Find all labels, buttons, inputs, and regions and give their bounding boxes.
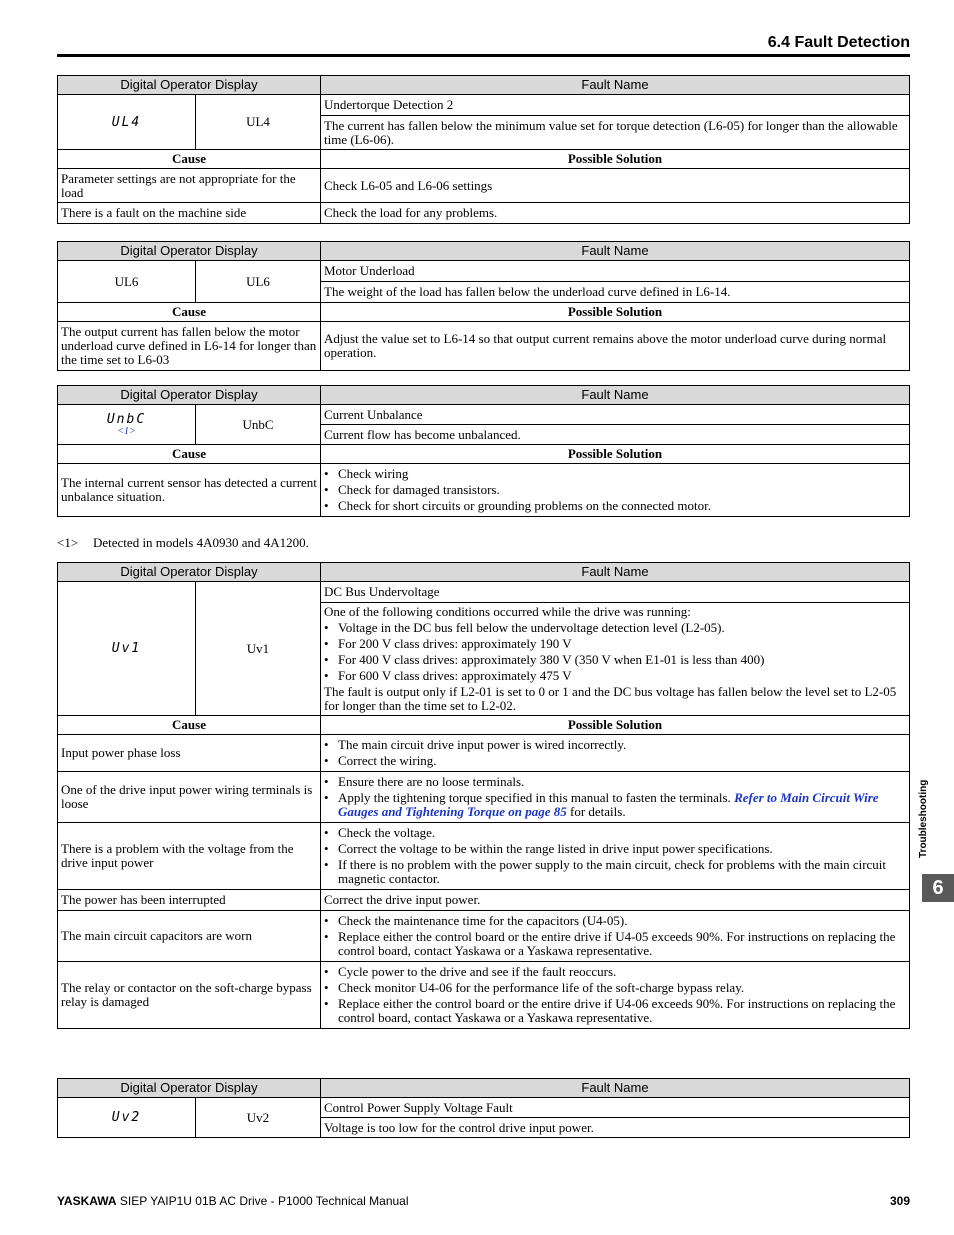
solution-list xyxy=(324,775,906,819)
list-item: • Check the maintenance time for the capacitors (U4-05). xyxy=(324,914,906,928)
fault-name-header: Fault Name xyxy=(321,386,910,405)
fault-name-header: Fault Name xyxy=(321,242,910,261)
solution-cell: Correct the drive input power. xyxy=(321,890,910,911)
footer-doc xyxy=(57,1194,409,1208)
fault-name-header: Fault Name xyxy=(321,76,910,95)
cause-cell: The power has been interrupted xyxy=(58,890,321,911)
seven-segment-display: UL4 xyxy=(111,114,142,130)
solution-text: Apply the tightening torque specified in this manual to fasten the terminals. xyxy=(338,790,731,805)
list-item: • Replace either the control board or the entire drive if U4-06 exceeds 90%. For instructions on replacing the control board, contact Yaskawa or a Yaskawa representative. xyxy=(324,997,906,1025)
solution-header: Possible Solution xyxy=(321,445,910,464)
cause-cell: There is a fault on the machine side xyxy=(58,203,321,224)
page-number: 309 xyxy=(889,1194,910,1208)
cause-header: Cause xyxy=(58,716,321,735)
list-item: • Ensure there are no loose terminals. xyxy=(324,775,906,789)
fault-name: Current Unbalance xyxy=(321,405,910,425)
fault-code: UL6 xyxy=(196,261,321,303)
fault-code: UnbC xyxy=(196,405,321,445)
solution-header: Possible Solution xyxy=(321,716,910,735)
fault-name: Undertorque Detection 2 xyxy=(321,95,910,116)
fault-name-header: Fault Name xyxy=(321,563,910,582)
fault-table-uv2 xyxy=(57,1078,910,1138)
cause-cell: Parameter settings are not appropriate for the load xyxy=(58,169,321,203)
footnote-marker: <1> xyxy=(57,535,79,550)
fault-table-uv1 xyxy=(57,562,910,1029)
seven-segment-display: Uv1 xyxy=(111,641,142,656)
solution-tail: for details. xyxy=(570,804,626,819)
cause-header: Cause xyxy=(58,303,321,322)
solution-list xyxy=(324,965,906,1025)
seven-segment-display: Uv2 xyxy=(111,1110,142,1125)
section-title: 6.4 Fault Detection xyxy=(767,34,910,51)
cause-cell: There is a problem with the voltage from the drive input power xyxy=(58,823,321,890)
page-reference-link[interactable]: Refer to Main Circuit Wire Gauges and Tightening Torque on page 85 xyxy=(338,790,879,819)
list-item: • Check for short circuits or grounding problems on the connected motor. xyxy=(324,499,906,513)
chapter-tab[interactable]: 6 xyxy=(922,874,954,902)
list-item: • For 600 V class drives: approximately 475 V xyxy=(324,669,906,683)
fault-table-ul6 xyxy=(57,241,910,371)
list-item: • Correct the voltage to be within the range listed in drive input power specifications. xyxy=(324,842,906,856)
cause-cell: The main circuit capacitors are worn xyxy=(58,911,321,962)
header-rule xyxy=(57,54,910,57)
fault-name: DC Bus Undervoltage xyxy=(321,582,910,603)
cause-cell: The output current has fallen below the motor underload curve defined in L6-14 for longer than the time set to L6-03 xyxy=(58,322,321,371)
cause-header: Cause xyxy=(58,150,321,169)
solution-list xyxy=(324,738,906,768)
display-header: Digital Operator Display xyxy=(58,386,321,405)
solution-cell: Check the load for any problems. xyxy=(321,203,910,224)
list-item: • Replace either the control board or the entire drive if U4-05 exceeds 90%. For instructions on replacing the control board, contact Yaskawa or a Yaskawa representative. xyxy=(324,930,906,958)
fault-name: Motor Underload xyxy=(321,261,910,282)
display-header: Digital Operator Display xyxy=(58,242,321,261)
fault-description: The current has fallen below the minimum value set for torque detection (L6-05) for longer than the allowable time (L6-06). xyxy=(321,116,910,150)
list-item: • Cycle power to the drive and see if the fault reoccurs. xyxy=(324,965,906,979)
solution-list xyxy=(324,826,906,886)
list-item: • Check monitor U4-06 for the performance life of the soft-charge bypass relay. xyxy=(324,981,906,995)
list-item: • Correct the wiring. xyxy=(324,754,906,768)
list-item: • Check the voltage. xyxy=(324,826,906,840)
display-header: Digital Operator Display xyxy=(58,1079,321,1098)
list-item: • Check for damaged transistors. xyxy=(324,483,906,497)
solution-list xyxy=(324,467,906,513)
solution-cell: Check L6-05 and L6-06 settings xyxy=(321,169,910,203)
solution-header: Possible Solution xyxy=(321,150,910,169)
description-outro: The fault is output only if L2-01 is set to 0 or 1 and the DC bus voltage has fallen below the level set to L2-05 for longer than the time set to L2-02. xyxy=(324,684,897,713)
fault-name: Control Power Supply Voltage Fault xyxy=(321,1098,910,1118)
fault-code: Uv1 xyxy=(196,582,321,716)
list-item: • For 400 V class drives: approximately 380 V (350 V when E1-01 is less than 400) xyxy=(324,653,906,667)
cause-cell: The internal current sensor has detected a current unbalance situation. xyxy=(58,464,321,517)
list-item: • For 200 V class drives: approximately 190 V xyxy=(324,637,906,651)
cause-header: Cause xyxy=(58,445,321,464)
cause-cell: One of the drive input power wiring terminals is loose xyxy=(58,772,321,823)
display-text: UL6 xyxy=(58,261,196,303)
description-intro: One of the following conditions occurred while the drive was running: xyxy=(324,604,691,619)
solution-header: Possible Solution xyxy=(321,303,910,322)
list-item: • Check wiring xyxy=(324,467,906,481)
fault-table-ul4 xyxy=(57,75,910,224)
list-item: • If there is no problem with the power supply to the main circuit, check for problems with the main circuit magnetic contactor. xyxy=(324,858,906,886)
footer-brand: YASKAWA xyxy=(57,1194,117,1208)
solution-list xyxy=(324,914,906,958)
fault-code: UL4 xyxy=(196,95,321,150)
fault-description: Voltage is too low for the control drive input power. xyxy=(321,1118,910,1138)
list-item: • The main circuit drive input power is wired incorrectly. xyxy=(324,738,906,752)
display-header: Digital Operator Display xyxy=(58,563,321,582)
fault-description: The weight of the load has fallen below the underload curve defined in L6-14. xyxy=(321,282,910,303)
fault-code: Uv2 xyxy=(196,1098,321,1138)
seven-segment-display: UnbC xyxy=(106,412,147,427)
description-list xyxy=(324,621,906,683)
cause-cell: Input power phase loss xyxy=(58,735,321,772)
list-item xyxy=(324,791,906,819)
fault-name-header: Fault Name xyxy=(321,1079,910,1098)
footnote-text: Detected in models 4A0930 and 4A1200. xyxy=(93,535,309,550)
footnote xyxy=(57,535,309,551)
footnote-link[interactable]: <1> xyxy=(117,426,136,437)
solution-cell: Adjust the value set to L6-14 so that output current remains above the motor underload curve during normal operation. xyxy=(321,322,910,371)
display-header: Digital Operator Display xyxy=(58,76,321,95)
fault-table-unbc xyxy=(57,385,910,517)
fault-description: Current flow has become unbalanced. xyxy=(321,425,910,445)
footer-doc-title: SIEP YAIP1U 01B AC Drive - P1000 Technical Manual xyxy=(119,1194,409,1208)
list-item: • Voltage in the DC bus fell below the undervoltage detection level (L2-05). xyxy=(324,621,906,635)
cause-cell: The relay or contactor on the soft-charge bypass relay is damaged xyxy=(58,962,321,1029)
